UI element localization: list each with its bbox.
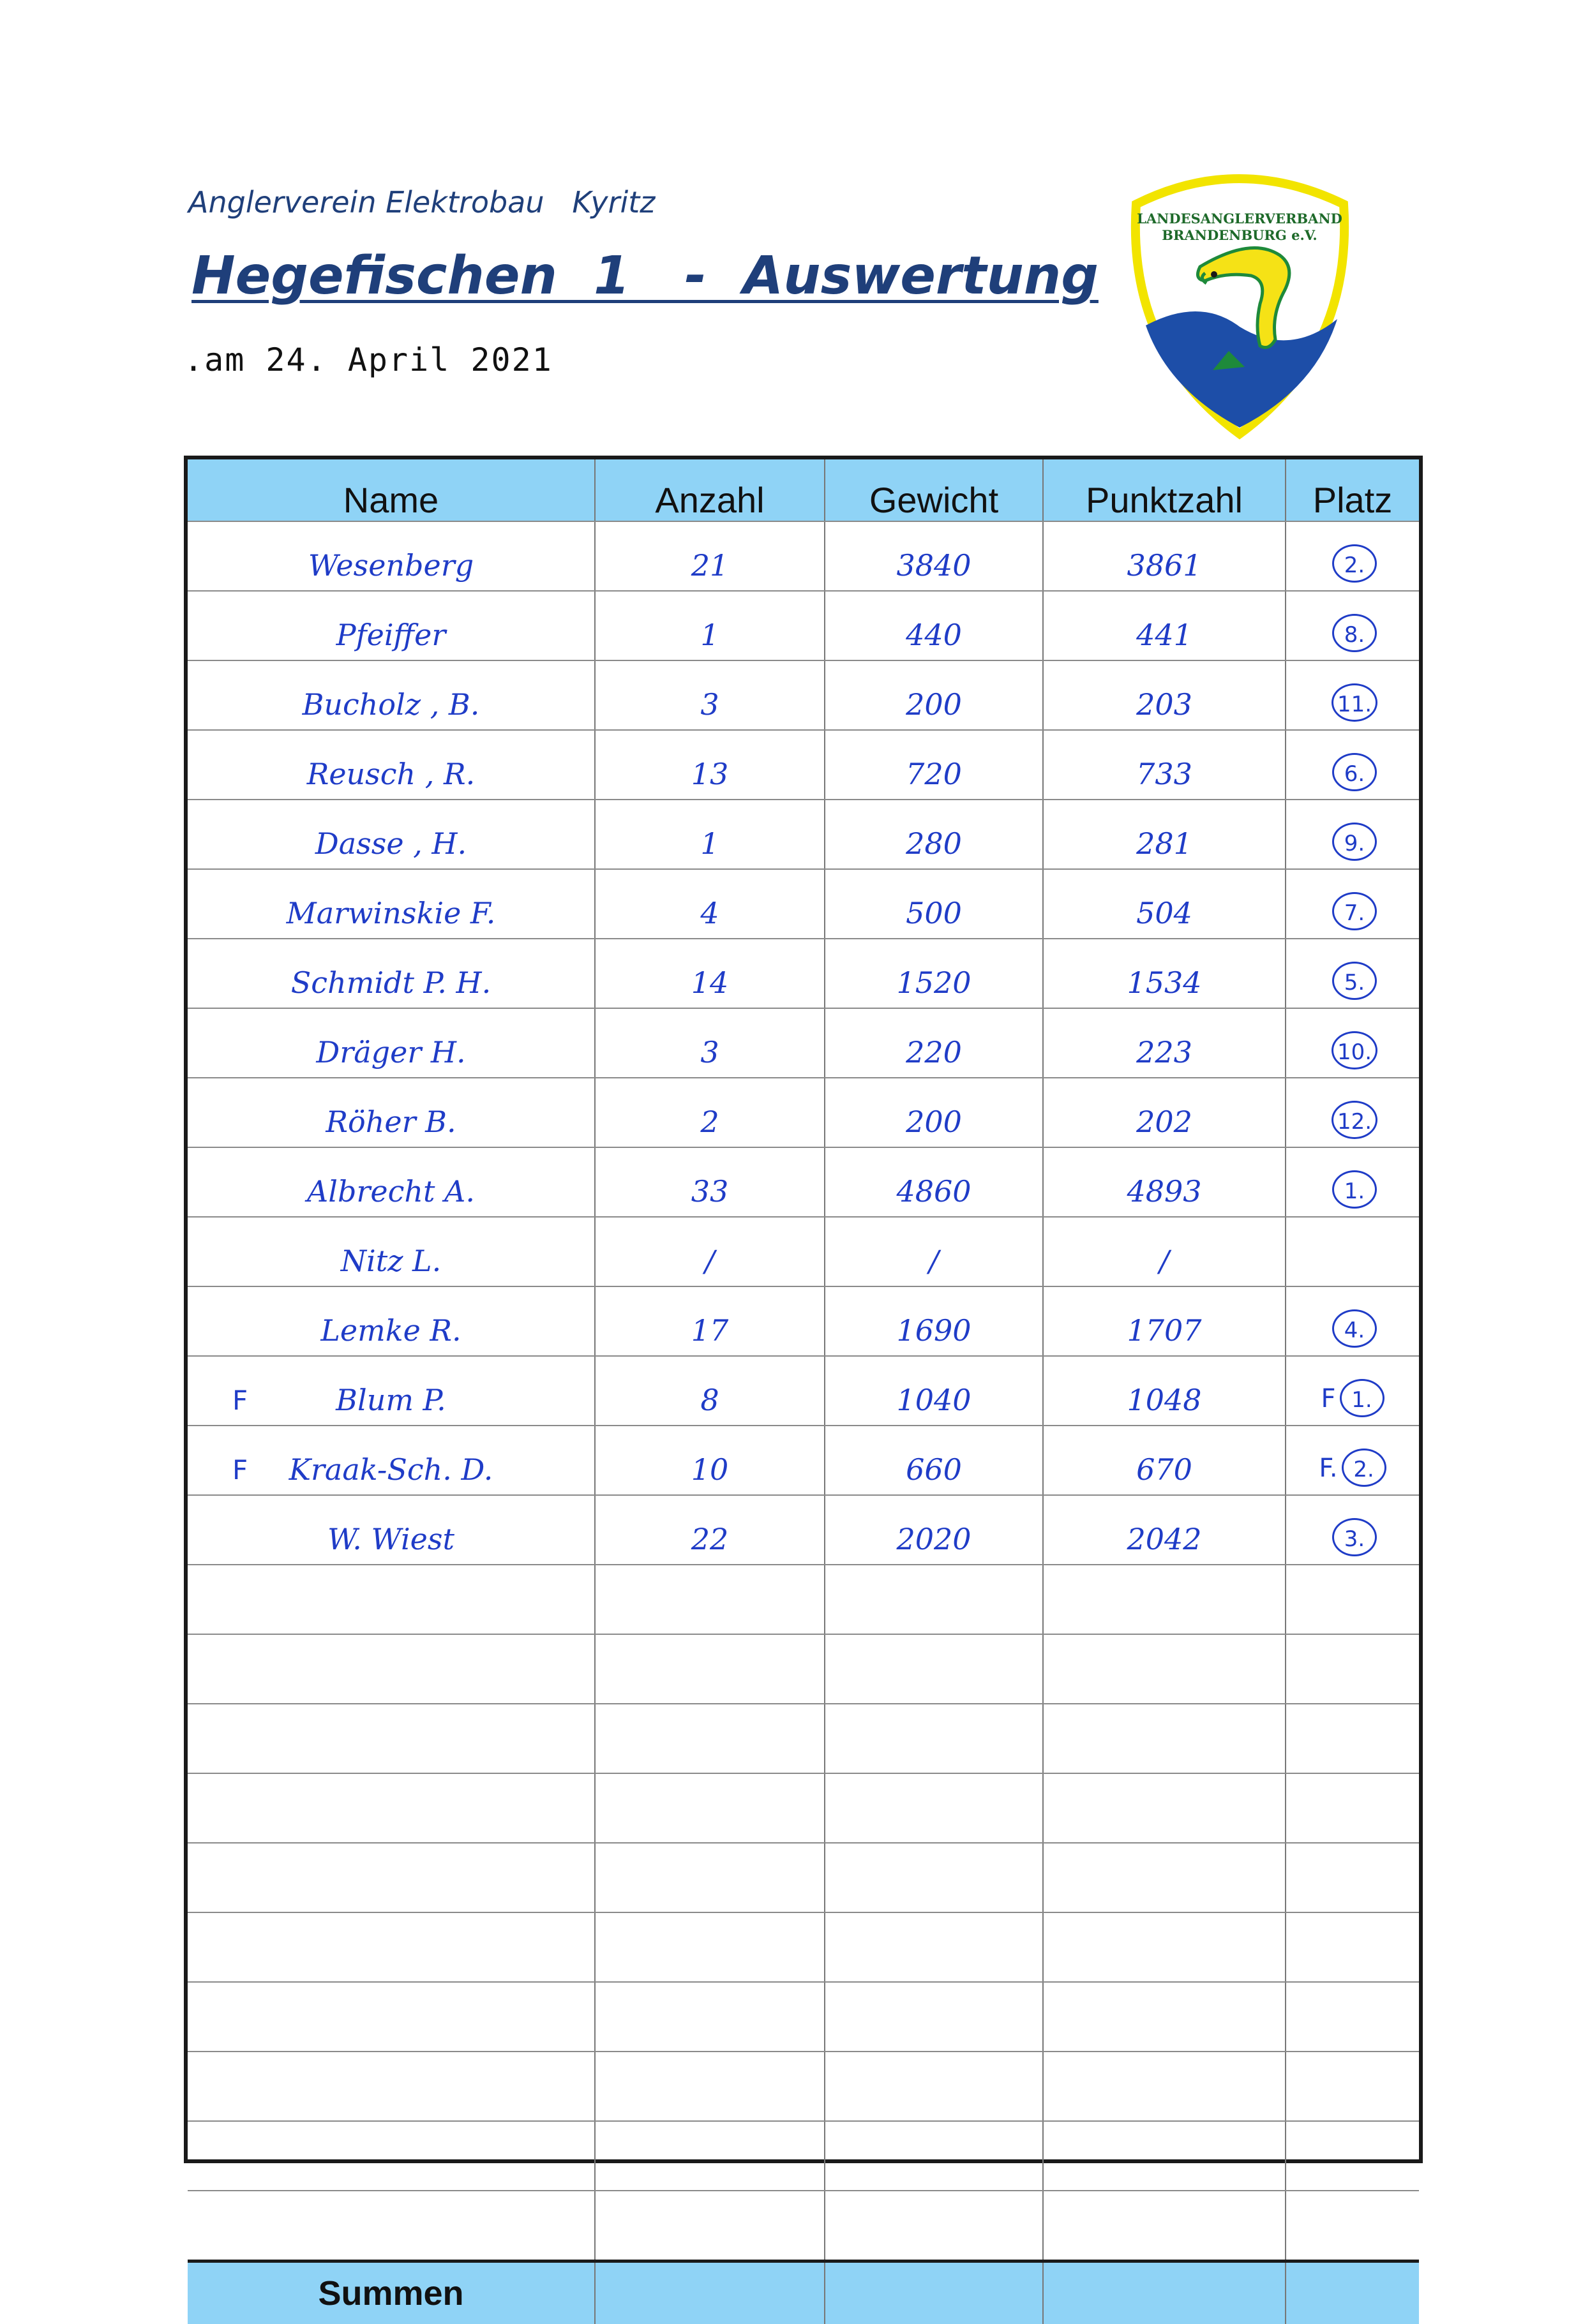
page-title: Hegefischen 1 - Auswertung <box>191 246 1099 306</box>
cell-punktzahl: 223 <box>1043 1008 1286 1078</box>
cell-platz <box>1286 1356 1419 1426</box>
cell-gewicht <box>825 2121 1043 2191</box>
cell-punktzahl: 504 <box>1043 869 1286 939</box>
cell-anzahl <box>595 1843 825 1912</box>
summary-anzahl <box>595 2261 825 2324</box>
cell-anzahl: 3 <box>595 1008 825 1078</box>
cell-platz <box>1286 521 1419 591</box>
cell-gewicht: 2020 <box>825 1495 1043 1565</box>
cell-name <box>188 1565 595 1634</box>
cell-platz <box>1286 660 1419 730</box>
table-row <box>188 1704 1419 1773</box>
participant-name: Bucholz , B. <box>303 687 480 722</box>
cell-platz <box>1286 730 1419 800</box>
cell-anzahl: 1 <box>595 800 825 869</box>
cell-anzahl: 8 <box>595 1356 825 1426</box>
participant-name: Schmidt P. H. <box>291 965 491 1000</box>
logo-line1: LANDESANGLERVERBAND <box>1137 211 1342 227</box>
summary-platz <box>1286 2261 1419 2324</box>
summary-label: Summen <box>188 2261 595 2324</box>
category-flag: F <box>232 1385 248 1416</box>
cell-punktzahl <box>1043 1704 1286 1773</box>
cell-punktzahl <box>1043 1982 1286 2052</box>
cell-platz <box>1286 1495 1419 1565</box>
placement-circle: 4. <box>1332 1309 1377 1348</box>
cell-name <box>188 800 595 869</box>
cell-anzahl: 22 <box>595 1495 825 1565</box>
placement-circle: 8. <box>1332 614 1377 652</box>
cell-name <box>188 2052 595 2121</box>
cell-gewicht: 440 <box>825 591 1043 660</box>
cell-gewicht <box>825 1912 1043 1982</box>
cell-gewicht: 3840 <box>825 521 1043 591</box>
cell-gewicht: 200 <box>825 1078 1043 1147</box>
cell-anzahl: 21 <box>595 521 825 591</box>
column-header-gewicht: Gewicht <box>825 459 1043 521</box>
cell-name <box>188 660 595 730</box>
participant-name: Dräger H. <box>316 1035 465 1069</box>
cell-punktzahl <box>1043 1912 1286 1982</box>
cell-punktzahl: 441 <box>1043 591 1286 660</box>
table-row <box>188 2191 1419 2261</box>
placement-circle: 10. <box>1332 1031 1377 1069</box>
cell-anzahl: 13 <box>595 730 825 800</box>
cell-platz <box>1286 1147 1419 1217</box>
cell-punktzahl: 281 <box>1043 800 1286 869</box>
cell-gewicht <box>825 2191 1043 2261</box>
placement-circle: 3. <box>1332 1518 1377 1556</box>
cell-gewicht <box>825 1704 1043 1773</box>
cell-platz <box>1286 2052 1419 2121</box>
placement-circle: 2. <box>1332 544 1377 583</box>
cell-punktzahl: 4893 <box>1043 1147 1286 1217</box>
cell-punktzahl: 733 <box>1043 730 1286 800</box>
cell-punktzahl <box>1043 1565 1286 1634</box>
summary-gewicht <box>825 2261 1043 2324</box>
placement-circle: 5. <box>1332 962 1377 1000</box>
cell-punktzahl: 1534 <box>1043 939 1286 1008</box>
association-logo <box>1123 160 1356 440</box>
column-header-platz: Platz <box>1286 459 1419 521</box>
cell-platz <box>1286 1008 1419 1078</box>
cell-name <box>188 521 595 591</box>
table-row <box>188 730 1419 800</box>
cell-platz <box>1286 1217 1419 1286</box>
cell-gewicht: 720 <box>825 730 1043 800</box>
table-row <box>188 1147 1419 1217</box>
participant-name: Blum P. <box>336 1383 446 1417</box>
table-row <box>188 1008 1419 1078</box>
table-row <box>188 1773 1419 1843</box>
cell-gewicht <box>825 1634 1043 1704</box>
cell-punktzahl <box>1043 1773 1286 1843</box>
cell-platz <box>1286 1078 1419 1147</box>
cell-gewicht: 660 <box>825 1426 1043 1495</box>
cell-punktzahl: 670 <box>1043 1426 1286 1495</box>
cell-anzahl: 3 <box>595 660 825 730</box>
table-row <box>188 2121 1419 2191</box>
cell-platz <box>1286 2121 1419 2191</box>
cell-platz <box>1286 1773 1419 1843</box>
cell-platz <box>1286 800 1419 869</box>
column-header-anzahl: Anzahl <box>595 459 825 521</box>
cell-punktzahl <box>1043 2052 1286 2121</box>
cell-name <box>188 1634 595 1704</box>
cell-punktzahl <box>1043 1634 1286 1704</box>
cell-name <box>188 1773 595 1843</box>
cell-name <box>188 591 595 660</box>
table-row <box>188 1495 1419 1565</box>
table-row <box>188 521 1419 591</box>
logo-line2: BRANDENBURG e.V. <box>1162 227 1317 243</box>
placement-circle: 2. <box>1342 1449 1386 1487</box>
cell-anzahl: 4 <box>595 869 825 939</box>
column-header-name: Name <box>188 459 595 521</box>
cell-punktzahl <box>1043 2191 1286 2261</box>
cell-name <box>188 1843 595 1912</box>
category-mark: F <box>1321 1384 1335 1413</box>
cell-anzahl: 2 <box>595 1078 825 1147</box>
cell-name <box>188 2191 595 2261</box>
placement-circle: 7. <box>1332 892 1377 930</box>
cell-name <box>188 1495 595 1565</box>
cell-platz <box>1286 2191 1419 2261</box>
placement-circle: 11. <box>1332 683 1377 722</box>
participant-name: Wesenberg <box>308 548 474 583</box>
cell-name <box>188 939 595 1008</box>
table-row <box>188 1426 1419 1495</box>
cell-punktzahl: 203 <box>1043 660 1286 730</box>
cell-anzahl <box>595 1565 825 1634</box>
summary-punktzahl <box>1043 2261 1286 2324</box>
cell-anzahl <box>595 1912 825 1982</box>
cell-gewicht <box>825 1773 1043 1843</box>
category-mark: F. <box>1319 1454 1337 1483</box>
table-row <box>188 1912 1419 1982</box>
cell-punktzahl: / <box>1043 1217 1286 1286</box>
table-row <box>188 1217 1419 1286</box>
table-row <box>188 1356 1419 1426</box>
cell-anzahl: / <box>595 1217 825 1286</box>
table-row <box>188 800 1419 869</box>
cell-punktzahl <box>1043 2121 1286 2191</box>
results-sheet <box>184 456 1423 2163</box>
cell-punktzahl: 1707 <box>1043 1286 1286 1356</box>
cell-name <box>188 2121 595 2191</box>
cell-platz <box>1286 1634 1419 1704</box>
cell-gewicht <box>825 2052 1043 2121</box>
results-table <box>188 459 1419 2324</box>
participant-name: Dasse , H. <box>315 826 467 861</box>
table-row <box>188 660 1419 730</box>
cell-platz <box>1286 869 1419 939</box>
cell-gewicht <box>825 1565 1043 1634</box>
cell-anzahl <box>595 2052 825 2121</box>
cell-gewicht: / <box>825 1217 1043 1286</box>
participant-name: Reusch , R. <box>307 757 476 791</box>
cell-name <box>188 1704 595 1773</box>
cell-punktzahl: 202 <box>1043 1078 1286 1147</box>
participant-name: Lemke R. <box>320 1313 461 1348</box>
cell-gewicht: 220 <box>825 1008 1043 1078</box>
cell-gewicht: 1690 <box>825 1286 1043 1356</box>
cell-anzahl <box>595 1634 825 1704</box>
table-row <box>188 591 1419 660</box>
cell-platz <box>1286 1982 1419 2052</box>
participant-name: Nitz L. <box>341 1244 441 1278</box>
cell-anzahl <box>595 1773 825 1843</box>
cell-gewicht: 1520 <box>825 939 1043 1008</box>
participant-name: Pfeiffer <box>336 618 446 652</box>
participant-name: Marwinskie F. <box>287 896 496 930</box>
cell-name <box>188 1982 595 2052</box>
cell-gewicht <box>825 1843 1043 1912</box>
placement-circle: 1. <box>1340 1379 1384 1417</box>
cell-anzahl: 10 <box>595 1426 825 1495</box>
cell-punktzahl: 3861 <box>1043 521 1286 591</box>
cell-anzahl <box>595 2191 825 2261</box>
cell-gewicht: 4860 <box>825 1147 1043 1217</box>
cell-name <box>188 1217 595 1286</box>
cell-name <box>188 1426 595 1495</box>
placement-circle: 9. <box>1332 823 1377 861</box>
cell-anzahl <box>595 2121 825 2191</box>
table-row <box>188 1565 1419 1634</box>
table-row <box>188 1634 1419 1704</box>
cell-punktzahl: 1048 <box>1043 1356 1286 1426</box>
participant-name: W. Wiest <box>327 1522 454 1556</box>
table-row <box>188 939 1419 1008</box>
summary-row <box>188 2261 1419 2324</box>
cell-anzahl: 14 <box>595 939 825 1008</box>
participant-name: Kraak-Sch. D. <box>289 1452 493 1487</box>
cell-name <box>188 1008 595 1078</box>
cell-name <box>188 1078 595 1147</box>
cell-name <box>188 1286 595 1356</box>
cell-platz <box>1286 1912 1419 1982</box>
table-row <box>188 1982 1419 2052</box>
table-header <box>188 459 1419 521</box>
placement-circle: 6. <box>1332 753 1377 791</box>
cell-platz <box>1286 1843 1419 1912</box>
cell-gewicht: 200 <box>825 660 1043 730</box>
participant-name: Albrecht A. <box>307 1174 475 1209</box>
cell-anzahl <box>595 1982 825 2052</box>
cell-gewicht <box>825 1982 1043 2052</box>
participant-name: Röher B. <box>326 1105 456 1139</box>
cell-platz <box>1286 591 1419 660</box>
cell-punktzahl: 2042 <box>1043 1495 1286 1565</box>
cell-name <box>188 1356 595 1426</box>
cell-punktzahl <box>1043 1843 1286 1912</box>
table-row <box>188 869 1419 939</box>
cell-name <box>188 869 595 939</box>
cell-name <box>188 730 595 800</box>
placement-circle: 12. <box>1332 1101 1377 1139</box>
cell-gewicht: 1040 <box>825 1356 1043 1426</box>
table-row <box>188 2052 1419 2121</box>
cell-anzahl: 1 <box>595 591 825 660</box>
table-row <box>188 1286 1419 1356</box>
category-flag: F <box>232 1454 248 1486</box>
table-row <box>188 1078 1419 1147</box>
cell-gewicht: 500 <box>825 869 1043 939</box>
cell-platz <box>1286 1704 1419 1773</box>
cell-name <box>188 1147 595 1217</box>
cell-anzahl <box>595 1704 825 1773</box>
cell-platz <box>1286 939 1419 1008</box>
cell-platz <box>1286 1565 1419 1634</box>
club-name: Anglerverein Elektrobau Kyritz <box>188 185 655 220</box>
table-row <box>188 1843 1419 1912</box>
cell-name <box>188 1912 595 1982</box>
event-date: .am 24. April 2021 <box>184 341 553 378</box>
column-header-punktzahl: Punktzahl <box>1043 459 1286 521</box>
cell-gewicht: 280 <box>825 800 1043 869</box>
cell-anzahl: 17 <box>595 1286 825 1356</box>
placement-circle: 1. <box>1332 1170 1377 1209</box>
cell-anzahl: 33 <box>595 1147 825 1217</box>
cell-platz <box>1286 1426 1419 1495</box>
cell-platz <box>1286 1286 1419 1356</box>
